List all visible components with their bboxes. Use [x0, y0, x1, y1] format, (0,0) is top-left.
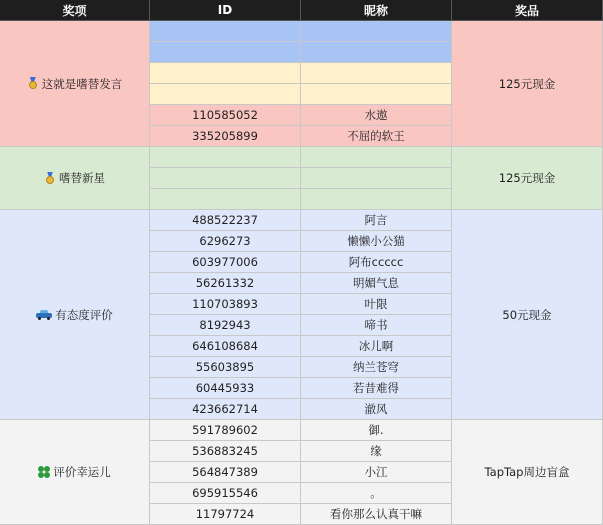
id-cell: 11797724 [150, 504, 301, 525]
id-cell: 55603895 [150, 357, 301, 378]
nickname-cell: 澈风 [301, 399, 452, 420]
id-cell [150, 42, 301, 63]
nickname-cell: 。 [301, 483, 452, 504]
id-cell: 564847389 [150, 462, 301, 483]
nickname-cell: 啼书 [301, 315, 452, 336]
clover-icon [38, 466, 50, 478]
award-label: 评价幸运儿 [53, 465, 111, 479]
header-id: ID [150, 0, 301, 21]
nickname-cell: 若昔难得 [301, 378, 452, 399]
id-cell: 695915546 [150, 483, 301, 504]
id-cell: 335205899 [150, 126, 301, 147]
award-label: 这就是嗜替发言 [41, 76, 123, 91]
nickname-cell [301, 147, 452, 168]
id-cell: 56261332 [150, 273, 301, 294]
id-cell [150, 21, 301, 42]
nickname-cell [301, 21, 452, 42]
nickname-cell: 缘 [301, 441, 452, 462]
prize-cell-3: TapTap周边盲盒 [452, 420, 603, 525]
nickname-cell [301, 84, 452, 105]
nickname-cell: 懒懒小公猫 [301, 231, 452, 252]
id-cell [150, 189, 301, 210]
id-cell: 591789602 [150, 420, 301, 441]
nickname-cell: 阿布ccccc [301, 252, 452, 273]
medal-icon [27, 77, 39, 90]
nickname-cell: 不屈的软王 [301, 126, 452, 147]
id-cell [150, 84, 301, 105]
nickname-cell [301, 168, 452, 189]
nickname-cell: 御. [301, 420, 452, 441]
id-cell: 110585052 [150, 105, 301, 126]
id-cell: 110703893 [150, 294, 301, 315]
id-cell: 6296273 [150, 231, 301, 252]
nickname-cell: 冰儿啊 [301, 336, 452, 357]
medal-icon [44, 172, 56, 185]
nickname-cell: 看你那么认真干嘛 [301, 504, 452, 525]
id-cell [150, 147, 301, 168]
nickname-cell [301, 42, 452, 63]
header-prize: 奖品 [452, 0, 603, 21]
prize-cell-2: 50元现金 [452, 210, 603, 420]
id-cell: 8192943 [150, 315, 301, 336]
award-label: 有态度评价 [55, 307, 113, 322]
nickname-cell: 小江 [301, 462, 452, 483]
id-cell: 536883245 [150, 441, 301, 462]
nickname-cell [301, 63, 452, 84]
award-cell-2 [0, 210, 150, 420]
nickname-cell: 水遨 [301, 105, 452, 126]
award-cell-0 [0, 21, 150, 147]
nickname-cell [301, 189, 452, 210]
award-cell-3 [0, 420, 150, 525]
award-cell-1 [0, 147, 150, 210]
header-award: 奖项 [0, 0, 150, 21]
prize-cell-1: 125元现金 [452, 147, 603, 210]
nickname-cell: 纳兰苍穹 [301, 357, 452, 378]
id-cell: 423662714 [150, 399, 301, 420]
prize-cell-0: 125元现金 [452, 21, 603, 147]
nickname-cell: 叶限 [301, 294, 452, 315]
car-icon [36, 310, 52, 320]
id-cell: 60445933 [150, 378, 301, 399]
nickname-cell: 阿言 [301, 210, 452, 231]
id-cell: 603977006 [150, 252, 301, 273]
id-cell: 488522237 [150, 210, 301, 231]
award-label: 嗜替新星 [59, 171, 105, 185]
id-cell: 646108684 [150, 336, 301, 357]
header-nickname: 昵称 [301, 0, 452, 21]
id-cell [150, 63, 301, 84]
nickname-cell: 明媚气息 [301, 273, 452, 294]
id-cell [150, 168, 301, 189]
